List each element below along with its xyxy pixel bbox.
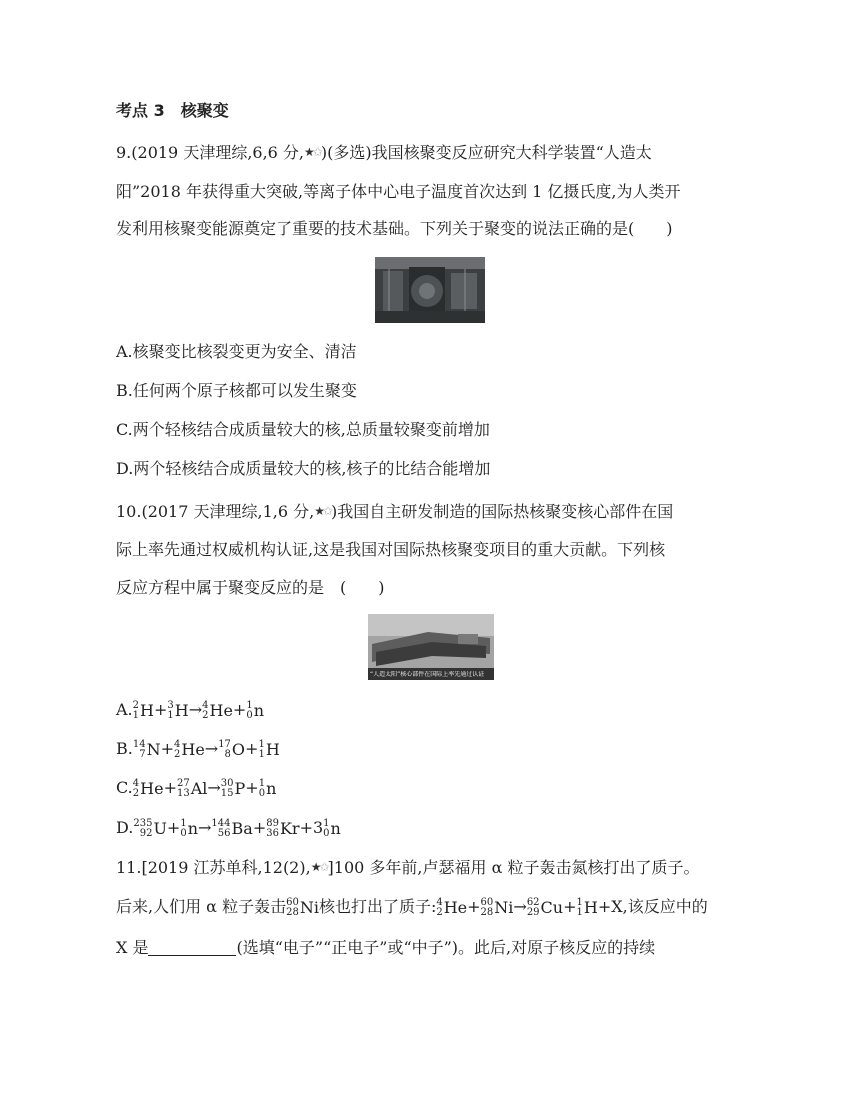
q10-stem-line-3: 反应方程中属于聚变反应的是 ( ) <box>116 578 385 597</box>
section-heading: 考点 3 核聚变 <box>116 101 229 120</box>
nickel-nuclide <box>286 897 319 916</box>
answer-blank[interactable] <box>148 939 236 956</box>
operator: + <box>166 818 181 837</box>
mass-number: 2 <box>132 699 140 711</box>
star-filled-icon: ★ <box>314 504 323 518</box>
operator: +X <box>597 897 623 916</box>
element-symbol: He <box>209 700 233 720</box>
difficulty-stars <box>311 857 328 877</box>
nuclide <box>211 819 252 839</box>
q11-text-e: (选填“电子”“正电子”或“中子”)。此后,对原子核反应的持续 <box>236 938 656 957</box>
q10-source: 10.(2017 天津理综,1,6 分, <box>116 502 315 521</box>
fusion-device-photo <box>375 257 485 323</box>
option-label: B. <box>116 739 133 758</box>
nuclide <box>258 740 279 760</box>
operator: + <box>163 778 177 797</box>
q9-option-d: D.两个轻核结合成质量较大的核,核子的比结合能增加 <box>116 459 491 478</box>
q10-stem-text: )我国自主研发制造的国际热核聚变核心部件在国 <box>331 502 674 521</box>
atomic-number: 1 <box>258 748 265 760</box>
nuclide <box>133 701 154 721</box>
mass-number: 60 <box>286 896 299 908</box>
q10-option-d <box>116 818 746 839</box>
q11-source: 11.[2019 江苏单科,12(2), <box>116 858 311 877</box>
element-symbol: N <box>146 739 161 759</box>
mass-number: 235 <box>133 817 153 829</box>
mass-number: 4 <box>202 699 209 711</box>
atomic-number: 0 <box>246 709 253 721</box>
element-symbol: He <box>181 739 205 759</box>
q9-option-c: C.两个轻核结合成质量较大的核,总质量较聚变前增加 <box>116 420 490 439</box>
element-symbol: n <box>266 778 277 798</box>
atomic-number: 1 <box>167 709 174 721</box>
element-symbol: He <box>140 778 164 798</box>
option-label: D. <box>116 818 134 837</box>
q9-source: 9.(2019 天津理综,6,6 分, <box>116 143 305 162</box>
q11-stem-line-3 <box>116 938 746 958</box>
element-symbol: O <box>231 739 246 759</box>
operator: + <box>467 897 481 916</box>
atomic-number: 1 <box>132 709 140 721</box>
q11-stem-line-1 <box>116 857 746 878</box>
mass-number: 27 <box>176 777 190 789</box>
q11-text-a: 后来,人们用 α 粒子轰击 <box>116 897 287 916</box>
q10-option-c <box>116 778 746 799</box>
q9-option-a: A.核聚变比核裂变更为安全、清洁 <box>116 342 357 361</box>
atomic-number: 56 <box>217 827 231 839</box>
star-outline-icon: ✩ <box>312 145 321 159</box>
atomic-number: 0 <box>323 827 330 839</box>
nuclide <box>174 740 205 760</box>
nuclide <box>180 819 198 839</box>
q11-stem-line-2 <box>116 897 746 918</box>
nuclide <box>577 898 598 918</box>
q10-option-b <box>116 739 746 760</box>
operator: +3 <box>299 818 324 837</box>
atomic-number: 36 <box>266 827 279 839</box>
difficulty-stars <box>314 501 331 521</box>
difficulty-stars <box>304 142 321 162</box>
atomic-number: 28 <box>286 906 299 918</box>
nuclide <box>527 898 563 918</box>
nuclide <box>167 701 188 721</box>
operator: → <box>207 778 221 797</box>
star-outline-icon: ✩ <box>319 860 328 874</box>
operator: → <box>513 897 527 916</box>
operator: + <box>252 818 267 837</box>
q11-stem-text: ]100 多年前,卢瑟福用 α 粒子轰击氮核打出了质子。 <box>327 858 700 877</box>
element-symbol: Cu <box>540 897 564 917</box>
element-symbol: He <box>443 897 468 917</box>
q11-text-c: ,该反应中的 <box>622 897 708 916</box>
nuclide <box>221 779 246 799</box>
mass-number: 89 <box>266 817 279 829</box>
atomic-number: 1 <box>576 906 583 918</box>
element-symbol: Al <box>190 778 208 798</box>
mass-number: 4 <box>436 896 443 908</box>
nuclide <box>202 701 233 721</box>
element-symbol: Ni <box>494 897 514 917</box>
mass-number: 62 <box>526 896 540 908</box>
nuclide <box>133 819 167 839</box>
mass-number: 4 <box>132 777 140 789</box>
operator: → <box>198 818 212 837</box>
atomic-number: 28 <box>480 906 494 918</box>
operator: + <box>245 739 259 758</box>
mass-number: 1 <box>576 896 583 908</box>
atomic-number: 8 <box>224 748 231 760</box>
q10-stem-line-1 <box>116 501 746 522</box>
star-filled-icon: ★ <box>304 145 313 159</box>
element-symbol: Kr <box>279 818 300 838</box>
q9-stem-text: )(多选)我国核聚变反应研究大科学装置“人造太 <box>320 143 652 162</box>
atomic-number: 29 <box>526 906 540 918</box>
nuclide <box>481 898 514 918</box>
mass-number: 60 <box>480 896 494 908</box>
mass-number: 14 <box>132 738 146 750</box>
nuclide <box>246 701 264 721</box>
q10-stem-line-2: 际上率先通过权威机构认证,这是我国对国际热核聚变项目的重大贡献。下列核 <box>116 540 666 559</box>
element-symbol: H <box>140 700 154 720</box>
q9-option-b: B.任何两个原子核都可以发生聚变 <box>116 381 357 400</box>
element-symbol: n <box>187 818 199 838</box>
q11-equation <box>436 897 622 916</box>
mass-number: 1 <box>180 817 187 829</box>
mass-number: 1 <box>323 817 330 829</box>
star-outline-icon: ✩ <box>322 504 332 518</box>
mass-number: 3 <box>167 699 174 711</box>
q9-stem-line-1 <box>116 142 746 163</box>
mass-number: 30 <box>220 777 234 789</box>
operator: + <box>153 700 168 719</box>
element-symbol: H <box>174 700 189 720</box>
nuclide <box>436 898 467 918</box>
nuclide <box>218 740 245 760</box>
nuclide <box>266 819 299 839</box>
operator: + <box>232 700 247 719</box>
photo-caption: “人造太阳”核心部件在国际上率先通过认证 <box>370 671 485 678</box>
mass-number: 144 <box>211 817 231 829</box>
element-symbol: U <box>153 818 167 838</box>
mass-number: 1 <box>258 777 266 789</box>
nuclide <box>259 779 277 799</box>
star-filled-icon: ★ <box>310 860 320 874</box>
reactor-component-photo <box>368 614 494 680</box>
q9-stem-line-3: 发利用核聚变能源奠定了重要的技术基础。下列关于聚变的说法正确的是( ) <box>116 219 673 238</box>
option-label: A. <box>116 700 133 719</box>
operator: + <box>245 778 259 797</box>
atomic-number: 15 <box>220 787 234 799</box>
atomic-number: 2 <box>436 906 443 918</box>
atomic-number: 0 <box>258 787 266 799</box>
operator: → <box>204 739 219 758</box>
q11-text-d: X 是 <box>116 938 149 957</box>
element-symbol: n <box>330 818 341 838</box>
mass-number: 4 <box>173 738 181 750</box>
element-symbol: Ni <box>299 897 319 917</box>
atomic-number: 2 <box>202 709 209 721</box>
operator: + <box>160 739 174 758</box>
nuclide <box>177 779 207 799</box>
nuclide <box>286 898 319 918</box>
mass-number: 1 <box>258 738 265 750</box>
atomic-number: 2 <box>132 787 140 799</box>
atomic-number: 2 <box>173 748 181 760</box>
nuclide <box>133 740 161 760</box>
nuclide <box>323 819 341 839</box>
q11-text-b: 核也打出了质子: <box>318 897 437 916</box>
mass-number: 1 <box>246 699 253 711</box>
q10-option-a <box>116 700 746 721</box>
atomic-number: 13 <box>176 787 190 799</box>
mass-number: 17 <box>218 738 231 750</box>
element-symbol: n <box>253 700 264 720</box>
operator: → <box>188 700 203 719</box>
option-label: C. <box>116 778 133 797</box>
element-symbol: H <box>265 739 280 759</box>
atomic-number: 92 <box>139 827 153 839</box>
element-symbol: P <box>234 778 246 798</box>
element-symbol: H <box>583 897 598 917</box>
atomic-number: 0 <box>180 827 187 839</box>
operator: + <box>563 897 577 916</box>
nuclide <box>133 779 164 799</box>
q9-stem-line-2: 阳”2018 年获得重大突破,等离子体中心电子温度首次达到 1 亿摄氏度,为人类开 <box>116 182 681 201</box>
element-symbol: Ba <box>231 818 253 838</box>
atomic-number: 7 <box>139 748 146 760</box>
